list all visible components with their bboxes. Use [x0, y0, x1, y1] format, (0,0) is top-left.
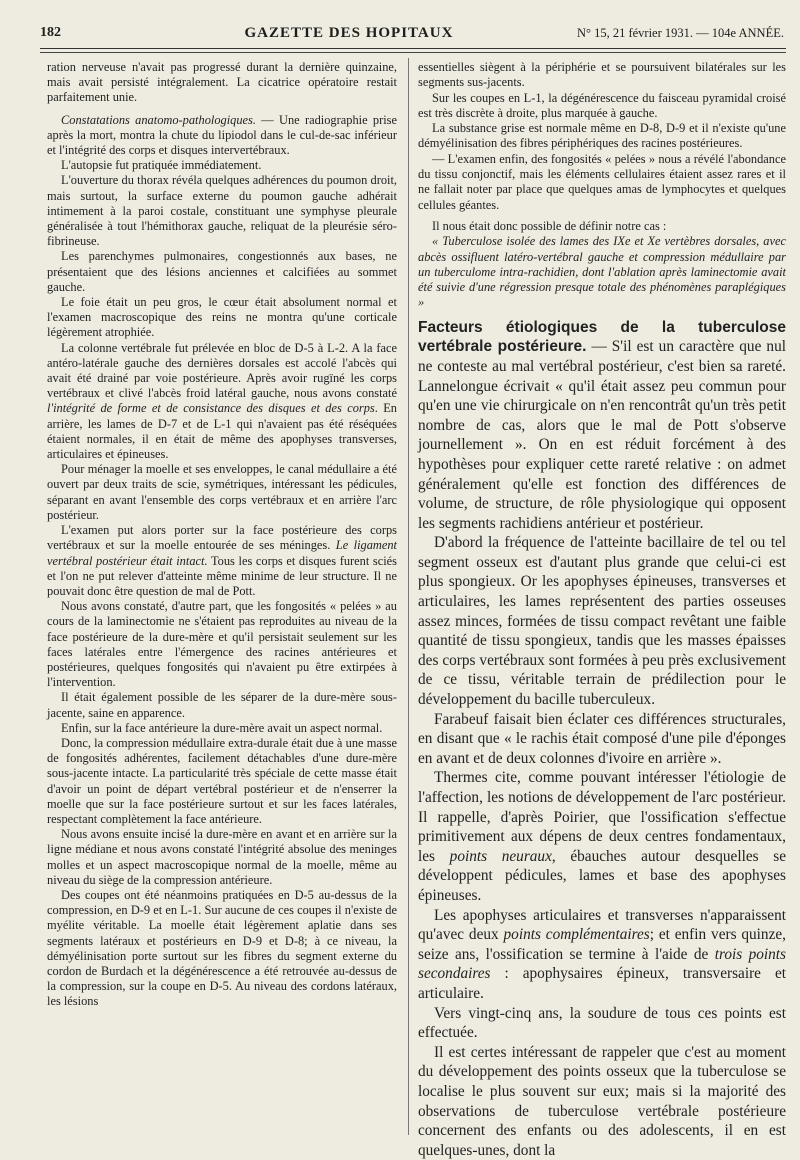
header-rule	[40, 48, 786, 49]
paragraph: Pour ménager la moelle et ses enveloppes, le canal médullaire a été ouvert par deux traits de scie, symétriques, intéressant les pédicules, séparant en avant l'ensemble des corps vertébraux et en arrière l'arc postérieur.	[47, 462, 397, 522]
paragraph: Des coupes ont été néanmoins pratiquées en D-5 au-dessus de la compression, en D-9 et en L-1. Sur aucune de ces coupes il n'existe de myélite véritable. La moelle était légèrement aplatie dans ses segments latéraux et postérieurs en D-9 et D-8; à ce niveau, la démyélinisation porte surtout sur les fibres du segment externe du cordon de Burdach et la dégénérescence a été retrouvée au-dessus de la compression, sur la coupe en D-5. Au niveau des cordons latéraux, les lésions	[47, 887, 397, 1009]
right-column	[418, 60, 786, 1159]
paragraph: Il était également possible de les séparer de la dure-mère sous-jacente, saine en apparence.	[47, 690, 397, 720]
paragraph: D'abord la fréquence de l'atteinte bacillaire de tel ou tel segment osseux est d'autant plus grande que celui-ci est plus spongieux. Or les apophyses épineuses, transverses et articulaires, les lames représentent des parties osseuses assez minces, formées de tissu compact revêtant une faible quantité de tissu spongieux, tandis que les masses épaisses des corps vertébraux sont formées à peu près exclusivement de ce tissu, véritable terrain de prédilection pour le développement du bacille tuberculeux.	[418, 534, 786, 709]
paragraph: L'examen put alors porter sur la face postérieure des corps vertébraux et sur la moelle entourée de ses méninges. Le ligament vertébral postérieur était intact. Tous les corps et disques furent sciés et l'on ne put relever d'atteinte même minime de leur structure. Il ne pouvait donc être question de mal de Pott.	[47, 523, 397, 598]
issue-info: N° 15, 21 février 1931. — 104e ANNÉE.	[576, 25, 784, 40]
paragraph: Les apophyses articulaires et transverses n'apparaissent qu'avec deux points complémentaires; et enfin vers quinze, seize ans, l'ossification se termine à l'aide de trois points secondaires : apophysaires épineux, transversaire et articulaire.	[418, 906, 786, 1002]
section-heading: Facteurs étiologiques de la tuberculose vertébrale postérieure.	[418, 318, 786, 356]
paragraph: Il nous était donc possible de définir notre cas :	[432, 218, 667, 233]
paragraph: L'autopsie fut pratiquée immédiatement.	[61, 158, 262, 173]
paragraph: L'ouverture du thorax révéla quelques adhérences du poumon droit, mais surtout, la surface externe du poumon gauche adhérait intimement à la paroi costale, constituant une symphyse pleurale généralisée à tout l'hémithorax gauche, reliquat de la pleurésie séro-fibrineuse.	[47, 173, 397, 249]
paragraph: Nous avons constaté, d'autre part, que les fongosités « pelées » au cours de la laminectomie ne s'étaient pas reproduites au niveau de la face postérieure de la dure-mère et qu'il persistait seulement sur les faces latérales entre l'émergence des racines antérieures et postérieures, quelques fongosités qui n'avaient pu être extirpées à l'intervention.	[47, 599, 397, 690]
paragraph: ration nerveuse n'avait pas progressé durant la dernière quinzaine, mais avait persisté intégralement. La cicatrice opératoire restait parfaitement unie.	[47, 60, 397, 105]
paragraph: Enfin, sur la face antérieure la dure-mère avait un aspect normal.	[61, 720, 383, 735]
paragraph: essentielles siègent à la périphérie et se poursuivent bilatérales sur les segments sus-jacents.	[418, 60, 786, 90]
paragraph: Le foie était un peu gros, le cœur était absolument normal et l'examen macroscopique des reins ne montra qu'une corticale légèrement atrophiée.	[47, 295, 397, 340]
case-definition-quote: « Tuberculose isolée des lames des IXe et Xe vertèbres dorsales, avec abcès ossifluent latéro-vertébral gauche et compression médullaire par un tuberculome intra-rachidien, dont l'ablation après laminectomie avait été suivie d'une régression presque totale des phénomènes paraplégiques »	[418, 234, 786, 310]
paragraph: Il est certes intéressant de rappeler que c'est au moment du développement des points osseux que la tuberculose se localise le plus souvent sur eux; mais si la majorité des observations de tuberculose vertébrale postérieure concernent des enfants ou des adolescents, il en est quelques-unes, dont la	[418, 1043, 786, 1159]
journal-title: GAZETTE DES HOPITAUX	[244, 24, 454, 41]
paragraph: La substance grise est normale même en D-8, D-9 et il n'existe qu'une démyélinisation des fibres périphériques des racines postérieures.	[418, 121, 786, 151]
paragraph: Constatations anatomo-pathologiques. — Une radiographie prise après la mort, montra la chute du lipiodol dans le cul-de-sac inférieur et l'intégrité des corps et disques intervertébraux.	[47, 112, 397, 158]
section-etiology	[418, 318, 786, 1160]
paragraph: Facteurs étiologiques de la tuberculose vertébrale postérieure. — S'il est un caractère que nul ne conteste au mal vertébral postérieur, c'est bien sa rareté. Lannelongue écrivait « qu'il était assez peu commun pour qu'en une vie chirurgicale on n'en rencontrât qu'un très petit nombre de cas, alors que le mal de Pott s'observe journellement ». On en est réduit forcément à des hypothèses pour expliquer cette rareté relative : on admet généralement qu'elle est fonction des différences de volume, de structure, de rôle physiologique qui opposent les segments rachidiens antérieur et postérieur.	[418, 318, 786, 532]
subheading: Constatations anatomo-pathologiques.	[61, 112, 256, 127]
left-column	[47, 60, 397, 1137]
paragraph: Sur les coupes en L-1, la dégénérescence du faisceau pyramidal croisé est très discrète à droite, plus marquée à gauche.	[418, 90, 786, 120]
paragraph: La colonne vertébrale fut prélevée en bloc de D-5 à L-2. A la face antéro-latérale gauche des dernières dorsales est accolé l'abcès qui avait été drainé par voie postérieure. Après avoir rugïné les corps vertébraux et clivé l'abcès froid latéral gauche, nous avons constaté l'intégrité de forme et de consistance des disques et des corps. En arrière, les lames de D-7 et de L-1 qui n'avaient pas été réséquées étaient normales, il en était de même des apophyses transverses, articulaires et épineuses.	[47, 340, 398, 462]
paragraph: Thermes cite, comme pouvant intéresser l'étiologie de l'affection, les notions de développement de l'arc postérieur. Il rappelle, d'après Poirier, que l'ossification s'effectue primitivement aux dépens de deux centres fondamentaux, les points neuraux, ébauches autour desquelles se développent pédicules, lames et base des apophyses épineuses.	[418, 769, 786, 904]
paragraph: Nous avons ensuite incisé la dure-mère en avant et en arrière sur la ligne médiane et nous avons constaté l'intégrité absolue des meninges molles et un aspect macroscopique normal de la moelle, même au niveau du siège de la compression antérieure.	[47, 827, 397, 887]
header-rule-thin	[40, 52, 786, 53]
paragraph: Donc, la compression médullaire extra-durale était due à une masse de fongosités adhérentes, facilement détachables d'une dure-mère sous-jacente intacte. La particularité très spéciale de cette masse était d'avoir un point de départ vertébral postérieur et de n'enserrer la moelle que sur la face postérieure surtout et sur les faces latérales, respectant complètement la face antérieure.	[47, 735, 397, 826]
column-divider	[408, 58, 409, 1135]
paragraph: Les parenchymes pulmonaires, congestionnés aux bases, ne présentaient que des lésions anciennes et calcifiées au sommet gauche.	[47, 249, 397, 294]
page-number: 182	[40, 25, 61, 40]
paragraph: Vers vingt-cinq ans, la soudure de tous ces points est effectuée.	[418, 1004, 786, 1042]
page-header	[40, 22, 784, 44]
paragraph: — L'examen enfin, des fongosités « pelées » nous a révélé l'abondance du tissu conjonctif, mais les éléments cellulaires étaient assez rares et il ne fallait noter par place que quelques amas de lymphocytes et quelques cellules géantes.	[418, 151, 786, 212]
paragraph: Farabeuf faisait bien éclater ces différences structurales, en disant que « le rachis était composé d'une pile d'éponges en avant et de deux colonnes d'ivoire en arrière ».	[418, 710, 786, 767]
